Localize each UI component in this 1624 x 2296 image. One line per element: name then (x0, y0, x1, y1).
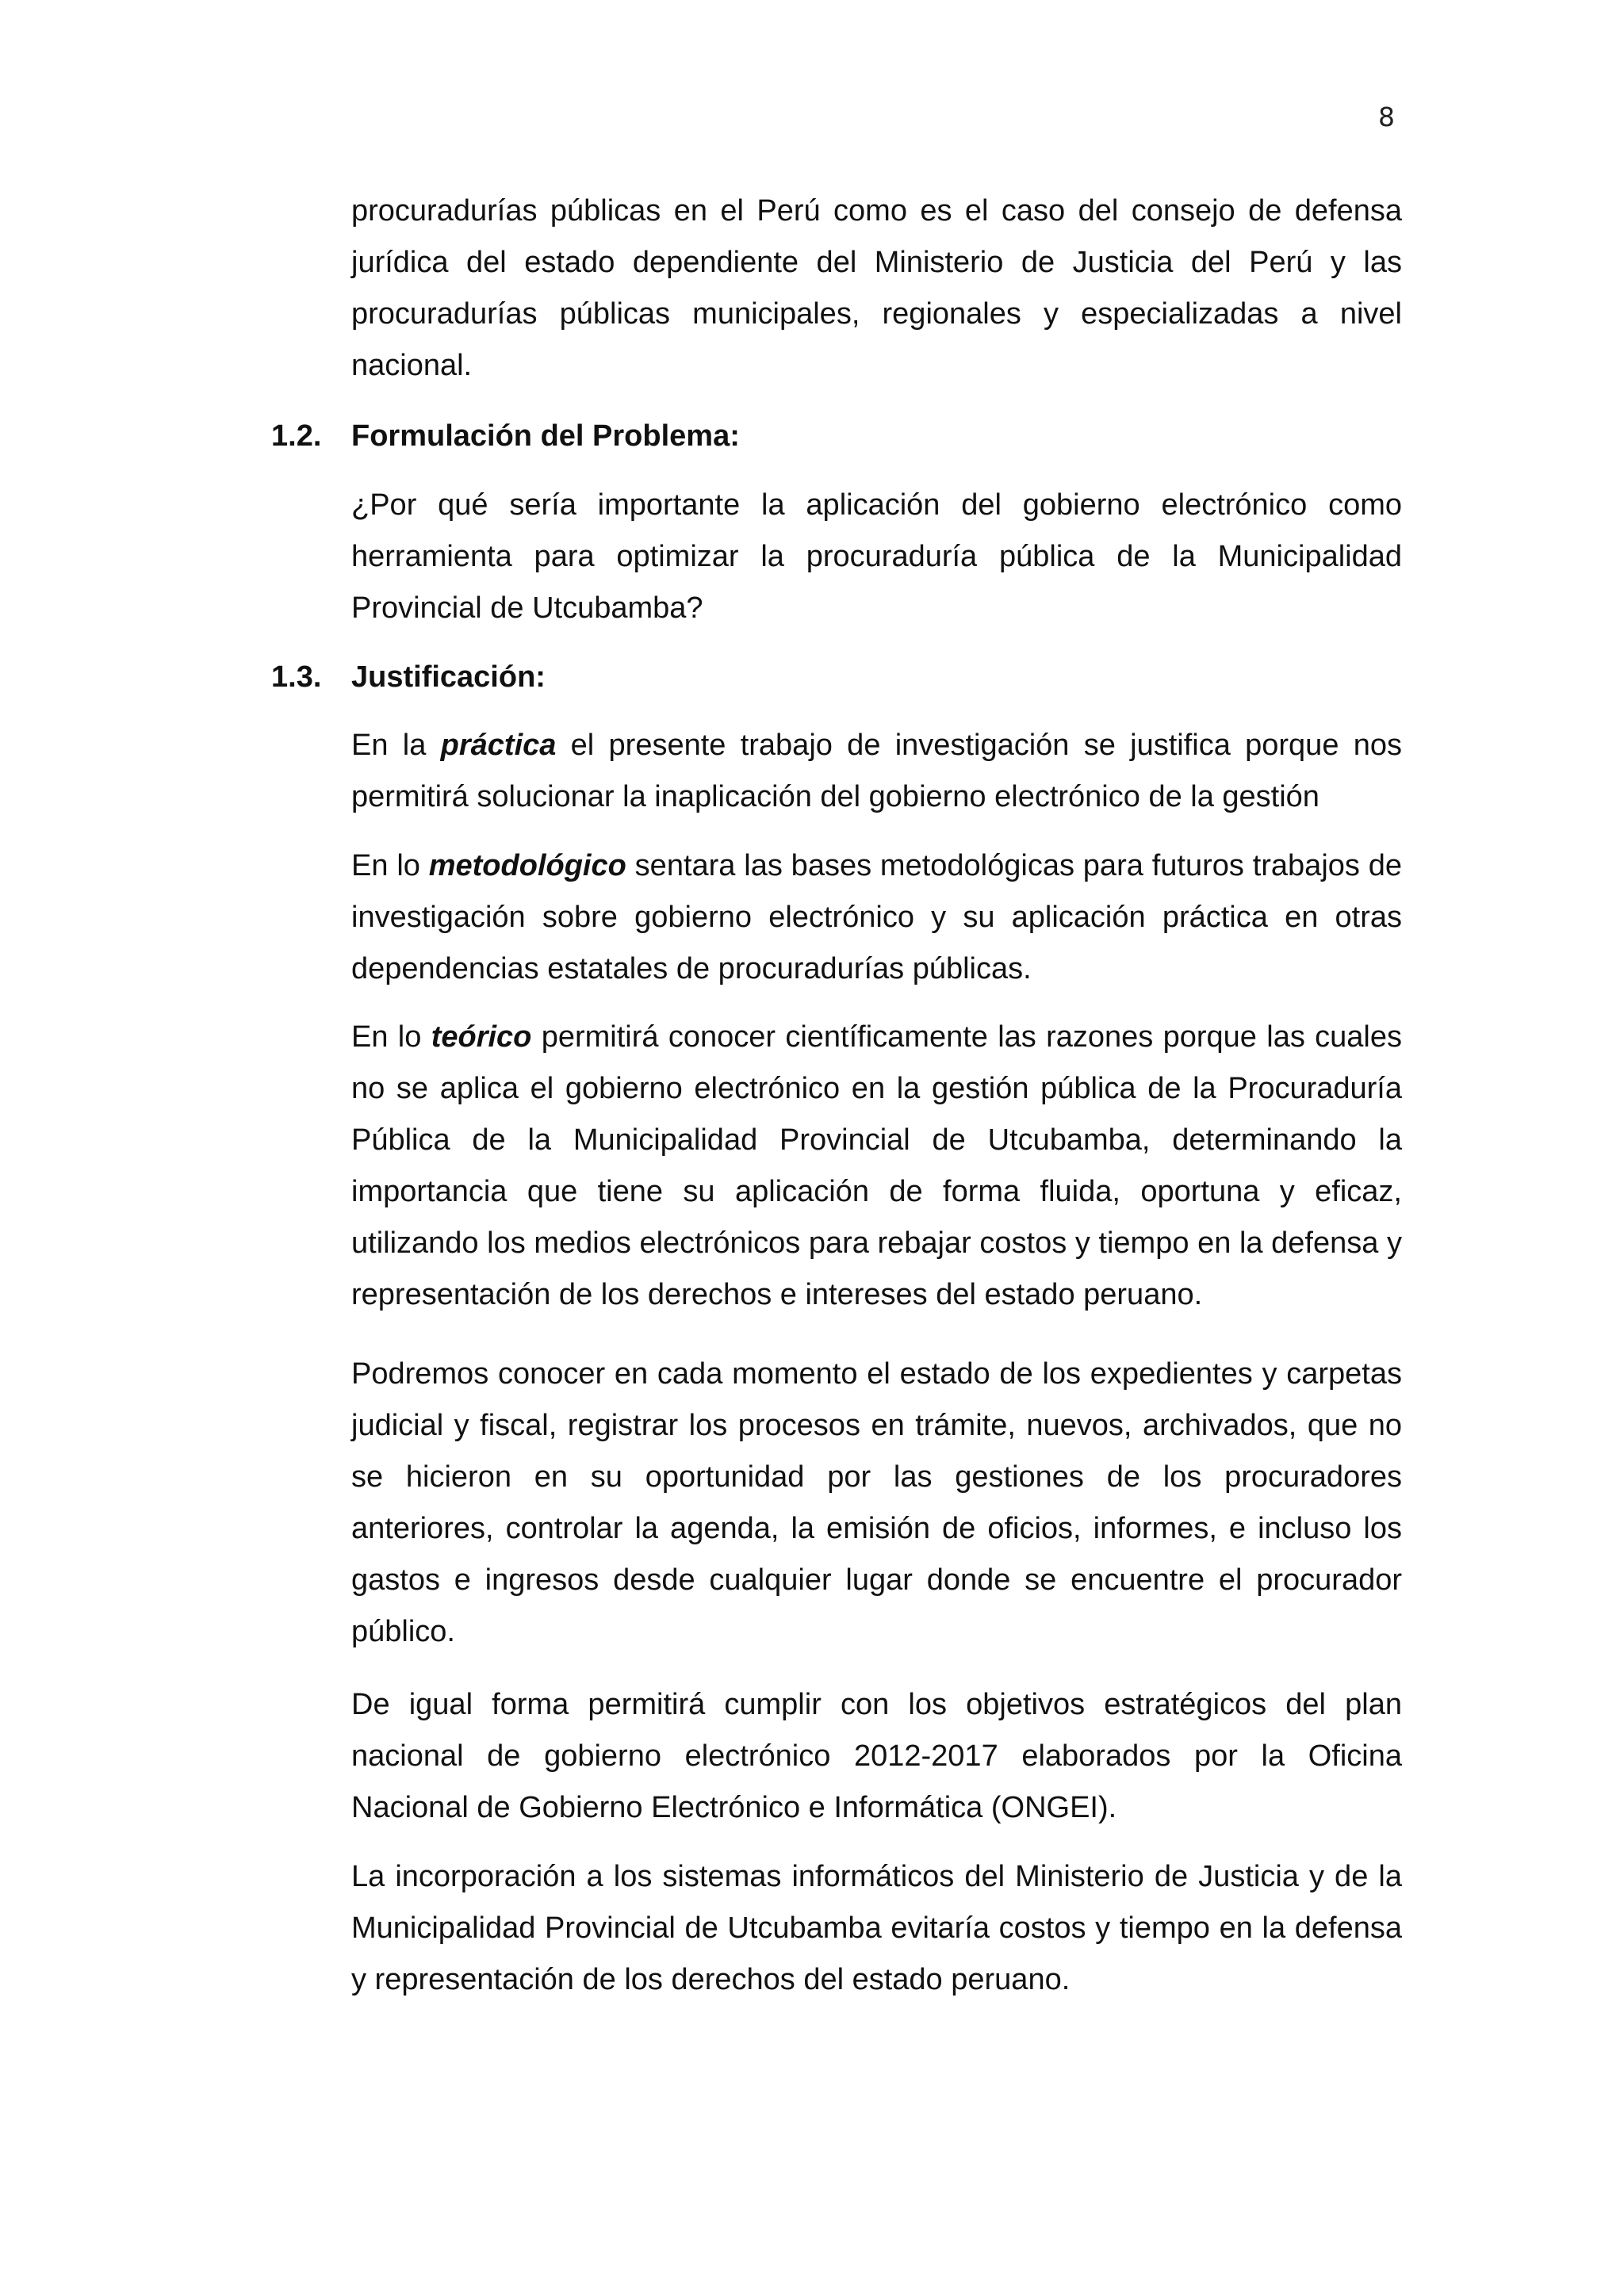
objetivos-paragraph: De igual forma permitirá cumplir con los objetivos estratégicos del plan nacional de gobierno electrónico 2012-2017 elaborados por la Oficina Nacional de Gobierno Electrónico e Informática (ONGEI). (351, 1688, 1402, 1824)
incorporacion-paragraph: La incorporación a los sistemas informáticos del Ministerio de Justicia y de la Municipalidad Provincial de Utcubamba evitaría costos y tiempo en la defensa y representación de los derechos del estado peruano. (351, 1860, 1402, 1996)
keyword-metodologico: metodológico (428, 849, 626, 882)
section-heading-1-3 (271, 652, 1402, 703)
page-number: 8 (1378, 101, 1395, 132)
podremos-paragraph: Podremos conocer en cada momento el estado de los expedientes y carpetas judicial y fiscal, registrar los procesos en trámite, nuevos, archivados, que no se hicieron en su oportunidad por las gestiones de los procuradores anteriores, controlar la agenda, la emisión de oficios, informes, e incluso los gastos e ingresos desde cualquier lugar donde se encuentre el procurador público. (351, 1357, 1402, 1648)
keyword-teorico: teórico (431, 1020, 532, 1054)
paragraph-rest: permitirá conocer científicamente las razones porque las cuales no se aplica el gobierno electrónico en la gestión pública de la Procuraduría Pública de la Municipalidad Provincial de Utcubamba, determinando la importancia que tiene su aplicación de forma fluida, oportuna y eficaz, utilizando los medios electrónicos para rebajar costos y tiempo en la defensa y representación de los derechos e intereses del estado peruano. (351, 1020, 1402, 1311)
paragraph-lead: En lo (351, 1020, 431, 1054)
metodologico-paragraph (351, 840, 1402, 995)
practica-paragraph (351, 720, 1402, 823)
paragraph-lead: En lo (351, 849, 429, 882)
paragraph-lead: En la (351, 729, 441, 762)
keyword-practica: práctica (440, 729, 557, 762)
paragraph-rest: sentara las bases metodológicas para futuros trabajos de investigación sobre gobierno electrónico y su aplicación práctica en otras dependencias estatales de procuradurías públicas. (351, 849, 1402, 985)
section-heading-1-2 (271, 411, 1402, 462)
section-title: Justificación: (351, 660, 546, 694)
problem-paragraph: ¿Por qué sería importante la aplicación del gobierno electrónico como herramienta para optimizar la procuraduría pública de la Municipalidad Provincial de Utcubamba? (351, 488, 1402, 625)
section-number: 1.2. (271, 419, 322, 453)
paragraph-rest: el presente trabajo de investigación se justifica porque nos permitirá solucionar la inaplicación del gobierno electrónico de la gestión (351, 729, 1403, 813)
section-number: 1.3. (271, 660, 322, 694)
section-title: Formulación del Problema: (351, 419, 740, 453)
intro-paragraph: procuradurías públicas en el Perú como es el caso del consejo de defensa jurídica del estado dependiente del Ministerio de Justicia del Perú y las procuradurías públicas municipales, regionales y especializadas a nivel nacional. (351, 194, 1402, 382)
teorico-paragraph (351, 1012, 1402, 1321)
